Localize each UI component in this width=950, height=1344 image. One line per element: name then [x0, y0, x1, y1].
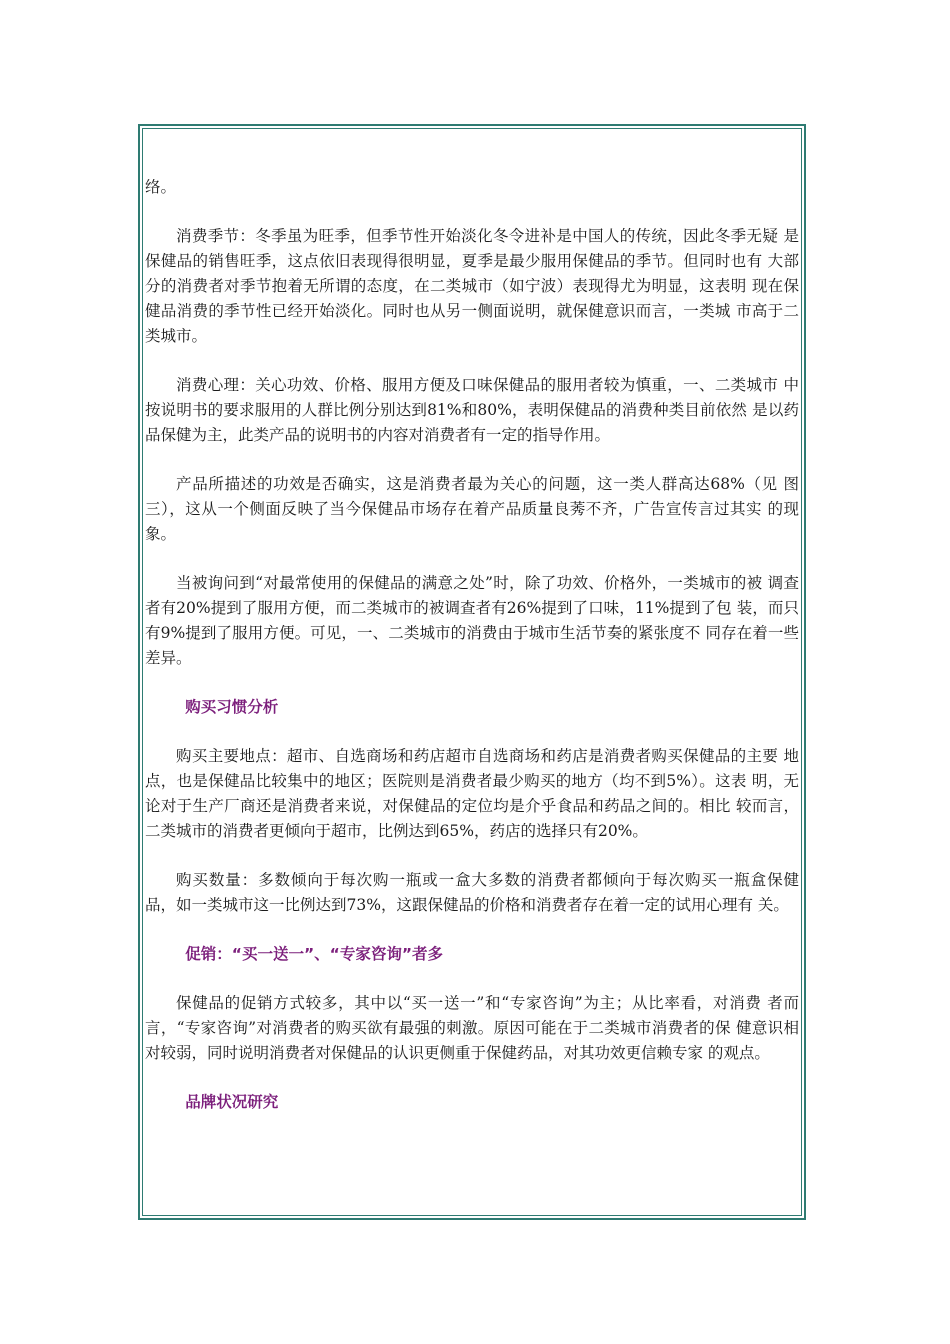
heading-promotion: 促销：“买一送一”、“专家咨询”者多	[185, 945, 444, 963]
paragraph-purchase-location: 购买主要地点：超市、自选商场和药店超市自选商场和药店是消费者购买保健品的主要 地点，也是保健品比较集中的地区；医院则是消费者最少购买的地方（均不到5%）。这表 明，无论对于生产厂商还是消费者来说，对保健品的定位均是介乎食品和药品之间的。相比 较而言，二类城市的消费者更倾向于超市，比例达到65%，药店的选择只有20%。	[145, 747, 799, 840]
document-body	[145, 175, 799, 1139]
paragraph-promotion: 保健品的促销方式较多，其中以“买一送一”和“专家咨询”为主；从比率看，对消费 者而言，“专家咨询”对消费者的购买欲有最强的刺激。原因可能在于二类城市消费者的保 健意识相对较弱，同时说明消费者对保健品的认识更侧重于保健药品，对其功效更信赖专家 的观点。	[145, 994, 799, 1062]
document-frame-inner	[142, 128, 802, 1216]
paragraph-product-efficacy: 产品所描述的功效是否确实，这是消费者最为关心的问题，这一类人群高达68%（见 图三），这从一个侧面反映了当今保健品市场存在着产品质量良莠不齐，广告宣传言过其实 的现象。	[145, 475, 799, 543]
paragraph-satisfaction: 当被询问到“对最常使用的保健品的满意之处”时，除了功效、价格外，一类城市的被 调查者有20%提到了服用方便，而二类城市的被调查者有26%提到了口味，11%提到了包 装，而只有9%提到了服用方便。可见，一、二类城市的消费由于城市生活节奏的紧张度不 同存在着一些差异。	[145, 574, 799, 667]
heading-purchase-habits: 购买习惯分析	[185, 698, 279, 716]
paragraph-consumption-season: 消费季节：冬季虽为旺季，但季节性开始淡化冬令进补是中国人的传统，因此冬季无疑 是保健品的销售旺季，这点依旧表现得很明显，夏季是最少服用保健品的季节。但同时也有 大部分的消费者对季节抱着无所谓的态度，在二类城市（如宁波）表现得尤为明显，这表明 现在保健品消费的季节性已经开始淡化。同时也从另一侧面说明，就保健意识而言，一类城 市高于二类城市。	[145, 227, 799, 345]
paragraph-purchase-quantity: 购买数量：多数倾向于每次购一瓶或一盒大多数的消费者都倾向于每次购买一瓶盒保健 品，如一类城市这一比例达到73%，这跟保健品的价格和消费者存在着一定的试用心理有 关。	[145, 871, 799, 914]
document-frame	[138, 124, 806, 1220]
paragraph-consumer-psychology: 消费心理：关心功效、价格、服用方便及口味保健品的服用者较为慎重，一、二类城市 中按说明书的要求服用的人群比例分别达到81%和80%，表明保健品的消费种类目前依然 是以药品保健为主，此类产品的说明书的内容对消费者有一定的指导作用。	[145, 376, 799, 444]
heading-brand-research: 品牌状况研究	[185, 1093, 279, 1111]
paragraph-continuation: 络。	[145, 178, 177, 196]
